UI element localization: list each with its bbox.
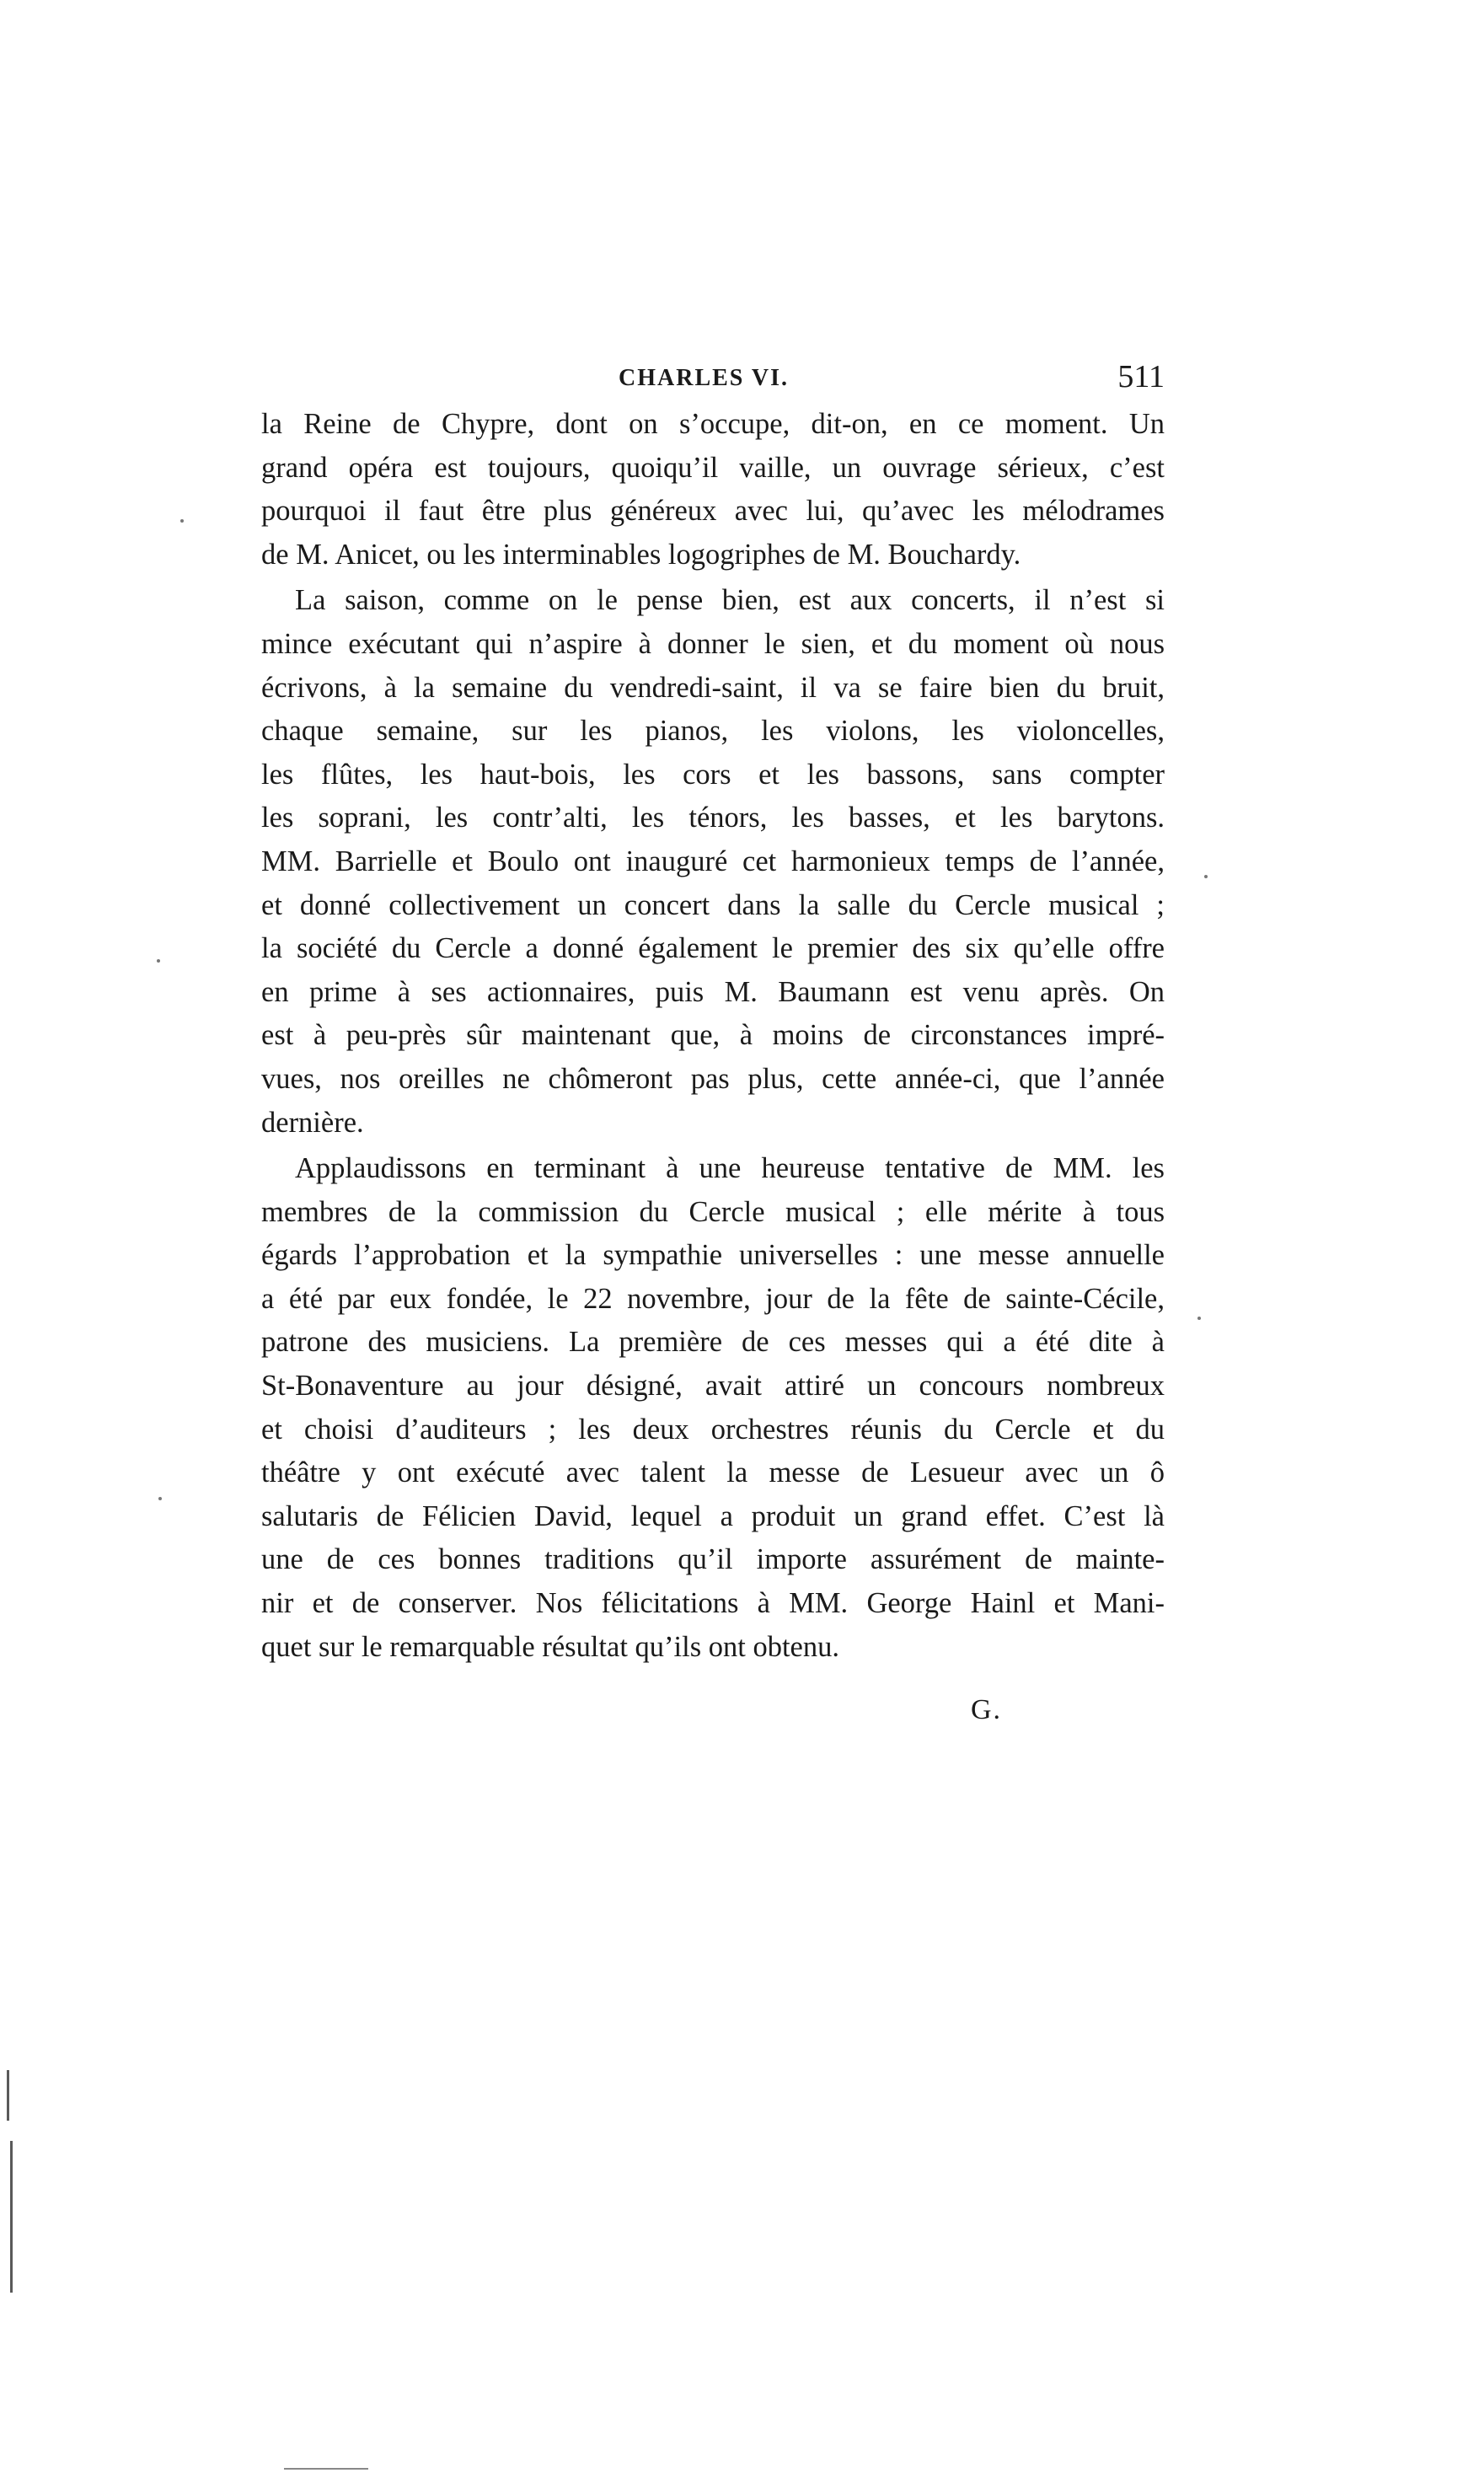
text-line: vues, nos oreilles ne chômeront pas plus, cette année-ci, que l’année [261,1062,1165,1095]
text-line: MM. Barrielle et Boulo ont inauguré cet harmonieux temps de l’année, [261,845,1165,877]
scan-speck [1197,1317,1201,1320]
text-line: grand opéra est toujours, quoiqu’il vaille, un ouvrage sérieux, c’est [261,451,1165,484]
author-signature: G. [971,1694,1003,1725]
scan-edge-mark [7,2070,9,2121]
paragraph-3 [261,1147,1165,1669]
text-line: les flûtes, les haut-bois, les cors et les bassons, sans compter [261,758,1165,791]
scan-edge-mark [10,2141,13,2293]
paragraph-1 [261,403,1165,577]
text-line: a été par eux fondée, le 22 novembre, jour de la fête de sainte-Cécile, [261,1282,1165,1315]
text-line: salutaris de Félicien David, lequel a produit un grand effet. C’est là [261,1499,1165,1532]
text-line: Applaudissons en terminant à une heureuse tentative de MM. les [295,1152,1165,1185]
text-line: en prime à ses actionnaires, puis M. Baumann est venu après. On [261,975,1165,1008]
text-line: membres de la commission du Cercle musical ; elle mérite à tous [261,1195,1165,1228]
text-line: et donné collectivement un concert dans la salle du Cercle musical ; [261,888,1165,921]
page-header [261,358,1165,409]
text-line: quet sur le remarquable résultat qu’ils ont obtenu. [261,1630,839,1663]
text-line: pourquoi il faut être plus généreux avec lui, qu’avec les mélodrames [261,495,1165,528]
text-line: patrone des musiciens. La première de ces messes qui a été dite à [261,1326,1165,1359]
text-line: chaque semaine, sur les pianos, les violons, les violoncelles, [261,715,1165,748]
scan-speck [158,1497,162,1500]
text-line: St-Bonaventure au jour désigné, avait attiré un concours nombreux [261,1370,1165,1403]
text-line: dernière. [261,1106,364,1139]
scan-speck [180,519,184,523]
text-line: la Reine de Chypre, dont on s’occupe, dit-on, en ce moment. Un [261,408,1165,440]
text-line: une de ces bonnes traditions qu’il importe assurément de mainte- [261,1543,1165,1576]
text-line: théâtre y ont exécuté avec talent la messe de Lesueur avec un ô [261,1456,1165,1489]
paragraph-2 [261,579,1165,1145]
scan-speck [1204,875,1208,878]
text-line: de M. Anicet, ou les interminables logogriphes de M. Bouchardy. [261,538,1021,571]
running-title: CHARLES VI. [619,365,789,391]
text-line: la société du Cercle a donné également le premier des six qu’elle offre [261,932,1165,965]
scan-speck [157,959,160,963]
body-text [261,403,1165,1669]
text-line: La saison, comme on le pense bien, est aux concerts, il n’est si [295,584,1165,617]
text-line: écrivons, à la semaine du vendredi-saint, il va se faire bien du bruit, [261,671,1165,704]
text-line: mince exécutant qui n’aspire à donner le sien, et du moment où nous [261,627,1165,660]
text-line: nir et de conserver. Nos félicitations à MM. George Hainl et Mani- [261,1587,1165,1620]
text-line: égards l’approbation et la sympathie universelles : une messe annuelle [261,1239,1165,1272]
text-line: et choisi d’auditeurs ; les deux orchestres réunis du Cercle et du [261,1413,1165,1446]
text-line: est à peu-près sûr maintenant que, à moins de circonstances impré- [261,1019,1165,1052]
page-number: 511 [1117,359,1165,394]
bottom-rule [284,2468,368,2470]
text-line: les soprani, les contr’alti, les ténors, les basses, et les barytons. [261,802,1165,834]
